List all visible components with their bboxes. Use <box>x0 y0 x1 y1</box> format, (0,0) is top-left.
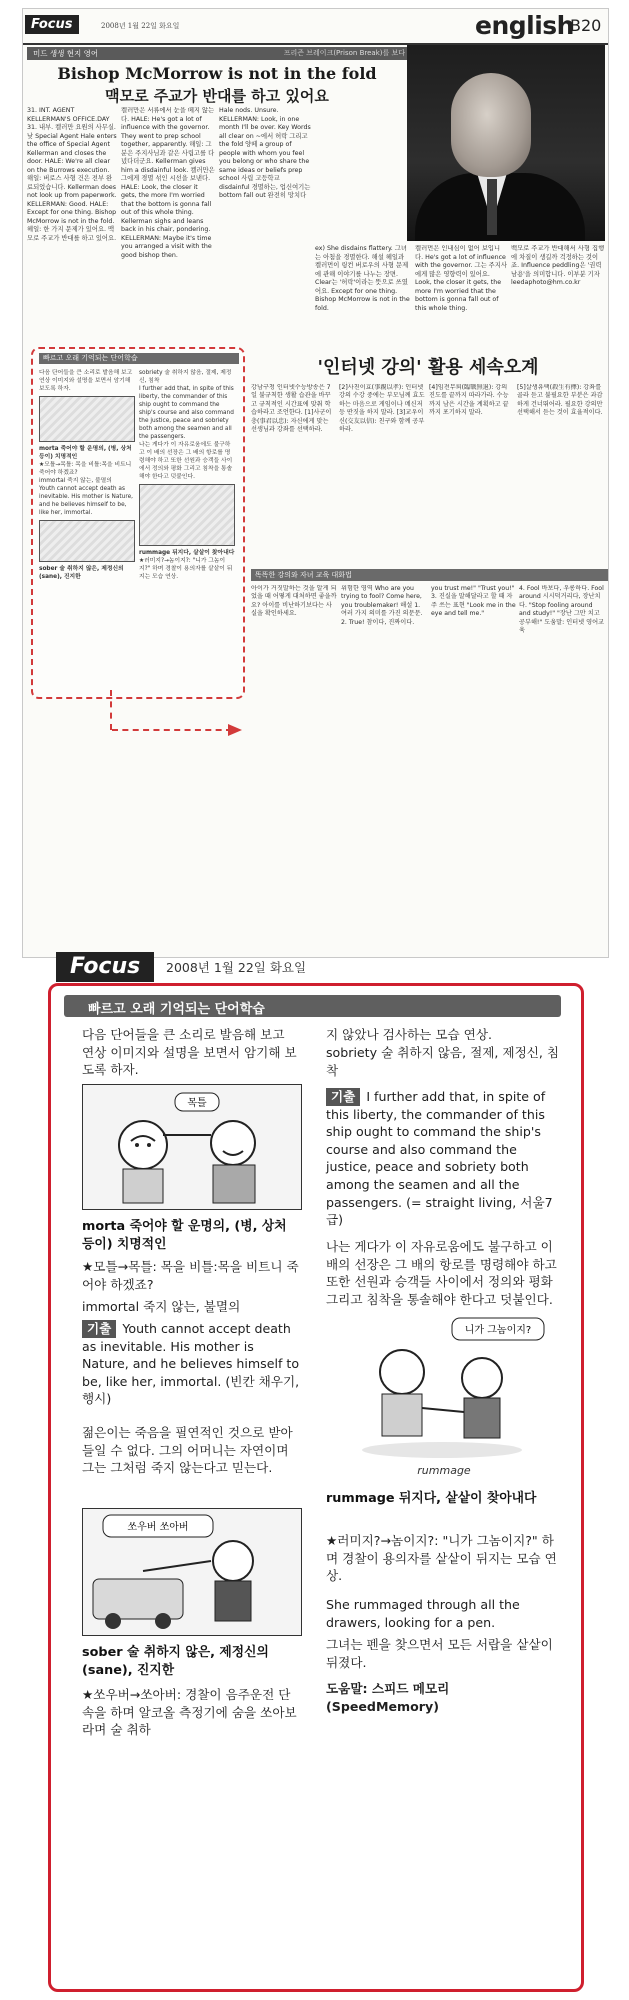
article-2-column-1: 강남구청 인터넷수능방송은 7일 불규칙한 생활 습관을 바꾸고 규칙적인 시간표에 맞춰 학습하라고 조언한다. [1]사군이충(事君以忠): 자신에게 맞는 선생님과 강좌를 선택하라. <box>251 384 332 434</box>
rummage-example-ko: 그녀는 펜을 찾으면서 모든 서랍을 샅샅이 뒤졌다. <box>326 1637 553 1670</box>
morta-heading: morta 죽어야 할 운명의, (병, 상처 등이) 치명적인 <box>82 1219 287 1252</box>
headline-korean: 맥모로 주교가 반대를 하고 있어요 <box>105 87 329 105</box>
immortal-example-note: (빈칸 채우기, 행시) <box>82 1373 300 1407</box>
vocabulary-callout-thumbnail <box>31 347 245 699</box>
zoom-header <box>56 952 576 982</box>
dialog-section-title: 똑똑한 강의와 자녀 교육 대화법 <box>251 569 609 581</box>
cartoon-rummage <box>342 1312 552 1462</box>
sobriety-definition: sobriety 술 취하지 않음, 절제, 제정신, 침착 <box>326 1045 560 1078</box>
newspaper-date: 2008년 1월 22일 화요일 <box>101 22 180 30</box>
mini-cartoon-2 <box>39 520 135 562</box>
callout-connector-line-2 <box>112 729 232 731</box>
sober-mnemonic: ★쏘우버→쏘아버: 경찰이 음주운전 단속을 하며 알코올 측정기에 숨을 쏘아보라며 술 취하 <box>82 1687 297 1738</box>
mini-cartoon-3 <box>139 484 235 546</box>
immortal-example-ko: 젊은이는 죽음을 필연적인 것으로 받아들일 수 없다. 그의 어머니는 자연이며 그는 그처럼 죽지 않는다고 믿는다. <box>82 1425 293 1476</box>
rummage-caption: rummage <box>417 1464 471 1477</box>
sobriety-example <box>326 1088 562 1229</box>
cartoon-sober-label: 쏘우버 쏘아버 <box>127 1522 189 1533</box>
sobriety-example-en: I further add that, in spite of this liberty, the commander of this ship ought to command the ship's course and also command the justice, peace and sobriety both among the seamen and all the passengers. <box>326 1089 546 1210</box>
article-column-1: 31. INT. AGENT KELLERMAN'S OFFICE.DAY 31. 내부. 켈러만 요원의 사무실. 낮 Special Agent Hale enters the office of Special Agent Kellerman and closes the door. HALE: We're all clear on the Burrows execution. 해일: 버로스 사형 건은 전부 완료되었습니다. Kellerman does not look up from paperwork. KELLERMAN: Good. HALE: Except for one thing. Bishop McMorrow is not in the fold. 헤일: 한 가지 문제가 있어요. 맥모로 주교가 반대를 하고 있어요. <box>27 107 117 242</box>
cartoon-sober-drawing <box>83 1509 301 1635</box>
cartoon-sober <box>82 1508 302 1636</box>
sober-mnemonic-continued: 지 않았나 검사하는 모습 연상. <box>326 1027 493 1042</box>
article-column-5: 켈러먼은 인내심이 없어 보입니다. He's got a lot of influence with the governor. 그는 주지사에게 많은 영향력이 있어요. Look, the closer it gets, the more I'm worried that the bottom is gonna fall out of this whole thing. <box>415 245 507 312</box>
cartoon-morta <box>82 1084 302 1210</box>
dialog-column-3: you trust me!" "Trust you!" 3. 진실을 말해달라고 할 때 자주 쓰는 표현 "Look me in the eye and tell me." <box>431 585 516 618</box>
article-2-title: '인터넷 강의' 활용 세속오계 <box>317 357 539 378</box>
headline-english: Bishop McMorrow is not in the fold <box>57 64 377 83</box>
actor-photo <box>407 45 605 241</box>
cartoon-morta-drawing <box>83 1085 301 1209</box>
sober-heading: sober 술 취하지 않은, 제정신의(sane), 진지한 <box>82 1645 269 1678</box>
intro-text: 다음 단어들을 큰 소리로 발음해 보고 연상 이미지와 설명을 보면서 암기해 보도록 하자. <box>82 1027 297 1078</box>
page-number: B20 <box>570 16 602 35</box>
callout-title: 빠르고 오래 기억되는 단어학습 <box>39 353 239 364</box>
newspaper-header <box>23 9 608 45</box>
kicker-source: 프리즌 브레이크(Prison Break)를 보다 <box>283 49 405 57</box>
immortal-definition: immortal 죽지 않는, 불멸의 <box>82 1299 241 1314</box>
mini-cartoon-1 <box>39 396 135 442</box>
immortal-example <box>82 1320 300 1408</box>
section-title: english <box>475 11 574 40</box>
callout-column-2: sobriety 술 취하지 않음, 절제, 제정신, 침착 I further add that, in spite of this liberty, the commander of this ship ought to command the ship's course and also command the justice, peace and sobriety both among the seamen and all the passengers. 나는 게다가 이 자유로움에도 불구하고 이 배의 선장은 그 배의 항로를 명령해야 하고 또한 선원과 승객들 사이에서 정의와 평화 그리고 침착을 통솔해야 한다고 덧붙인다. rummage 뒤지다, 샅샅이 찾아내다 ★러미지?→놈이지?: "니가 그놈이지?" 하며 경찰이 용의자를 샅샅이 뒤지는 모습 연상. <box>139 370 235 580</box>
exam-tag: 기출 <box>326 1088 360 1106</box>
callout-column-1: 다음 단어들을 큰 소리로 발음해 보고 연상 이미지와 설명을 보면서 암기해 보도록 하자. morta 죽어야 할 운명의, (병, 상처 등이) 치명적인 ★모틀→목틀: 목을 비틀:목을 비트니 죽어야 하겠죠? immortal 죽지 않는, 불멸의 Youth cannot accept death as inevitable. His mother is Nature, and he believes himself to be, like her, immortal. sober 술 취하지 않은, 제정신의(sane), 진지한 <box>39 370 133 580</box>
article-column-2: 켈러만은 서류에서 눈을 떼지 않는다. HALE: He's got a lot of influence with the governor. They went to prep school together, apparently. 해일: 그분은 주지사님과 같은 사립고를 다녔다더군요. Kellerman gives him a disdainful look. 켈러만은 그에게 경멸 섞인 시선을 보낸다. HALE: Look, the closer it gets, the more I'm worried that the bottom is gonna fall out of this whole thing. Kellerman sighs and leans back in his chair, pondering. KELLERMAN: Maybe it's time you arranged a visit with the good bishop then. <box>121 107 215 259</box>
credit-line: 도움말: 스피드 메모리(SpeedMemory) <box>326 1681 450 1714</box>
rummage-example-en: She rummaged through all the drawers, looking for a pen. <box>326 1597 520 1630</box>
article-2-column-4: [5]살생유택(殺生有擇): 강좌를 골라 듣고 불필요한 부분은 과감하게 건너뛰어라. 필요한 강의만 선택해서 듣는 것이 효율적이다. <box>517 384 603 417</box>
article-column-4: ex) She disdains flattery. 그녀는 아첨을 경멸한다. 해설 헤일과 켈러먼이 링컨 버로우의 사형 문제에 관해 이야기를 나누는 장면. Clear는 '허락'이라는 뜻으로 쓰였어요. Except for one thing. Bishop McMorrow is not in the fold. <box>315 245 410 312</box>
callout-connector-line <box>110 690 114 730</box>
focus-logo-large: Focus <box>56 952 154 982</box>
dialog-column-2: 위험한 영역 Who are you trying to fool? Come here, you troublemaker! 해설 1. 여러 가지 의미를 가진 의문문. 2. True! 참이다, 진짜이다. <box>341 585 423 626</box>
morta-mnemonic: ★모틀→목틀: 목을 비틀:목을 비트니 죽어야 하겠죠? <box>82 1259 299 1292</box>
sobriety-example-note: (= straight living, 서울7급) <box>326 1194 553 1228</box>
rummage-mnemonic: ★러미지?→놈이지?: "니가 그놈이지?" 하며 경찰이 용의자를 샅샅이 뒤지는 모습 연상. <box>326 1533 557 1584</box>
article-2-column-3: [4]임전무퇴(臨戰無退): 강의 진도를 끝까지 따라가라. 수능까지 남은 시간을 계획하고 끝까지 포기하지 말라. <box>429 384 509 417</box>
dialog-column-1: 아이가 거짓말하는 것을 알게 되었을 때 어떻게 대처하면 좋을까요? 아이를 비난하기보다는 사실을 확인하세요. <box>251 585 337 618</box>
kicker-bar <box>27 47 413 60</box>
zoom-date: 2008년 1월 22일 화요일 <box>166 960 307 975</box>
zoom-title: 빠르고 오래 기억되는 단어학습 <box>88 1002 265 1017</box>
zoom-title-bar <box>64 995 561 1017</box>
focus-logo: Focus <box>25 15 79 34</box>
immortal-example-en: Youth cannot accept death as inevitable. His mother is Nature, and he believes himself to be, like her, immortal. <box>82 1321 300 1389</box>
article-column-3: Hale nods. Unsure. KELLERMAN: Look, in one month I'll be over. Key Words all clear on ~에서 허락 그리고 the fold 양떼 a group of people with whom you feel you belong or who share the same ideas or beliefs prep school 사립 고등학교 disdainful 경멸하는, 업신여기는 bottom fall out 완전히 망치다 <box>219 107 311 199</box>
article-column-6: 백모로 주교가 반대해서 사형 집행에 차질이 생길까 걱정하는 것이죠. Influence peddling은 '권력남용'을 의미합니다. 이부분 기자 leedaphoto@hm.co.kr <box>511 245 605 286</box>
exam-tag: 기출 <box>82 1320 116 1338</box>
cartoon-morta-label: 목틀 <box>187 1098 207 1109</box>
kicker-label: 미드 생생 현지 영어 <box>33 49 99 58</box>
article-2-column-2: [2]사친이효(事親以孝): 인터넷 강의 수강 중에는 부모님께 효도하는 마음으로 게임이나 메신저 등 딴짓을 하지 말라. [3]교우이신(交友以信): 친구와 함께 공부하라. <box>339 384 425 434</box>
newspaper-page <box>22 8 609 958</box>
cartoon-rummage-label: 니가 그놈이지? <box>464 1325 532 1336</box>
rummage-heading: rummage 뒤지다, 샅샅이 찾아내다 <box>326 1491 537 1506</box>
sobriety-example-ko: 나는 게다가 이 자유로움에도 불구하고 이 배의 선장은 그 배의 항로를 명령해야 하고 또한 선원과 승객들 사이에서 정의와 평화 그리고 침착을 통솔해야 한다고 덧붙인다. <box>326 1239 557 1307</box>
cartoon-rummage-drawing <box>342 1312 552 1462</box>
dialog-column-4: 4. Fool 바보다, 우롱하다. Fool around 시시덕거리다, 장난치다. "Stop fooling around and study!" "장난 그만 치고 공부해!" 도움말: 인터넷 영어교육 <box>519 585 605 635</box>
